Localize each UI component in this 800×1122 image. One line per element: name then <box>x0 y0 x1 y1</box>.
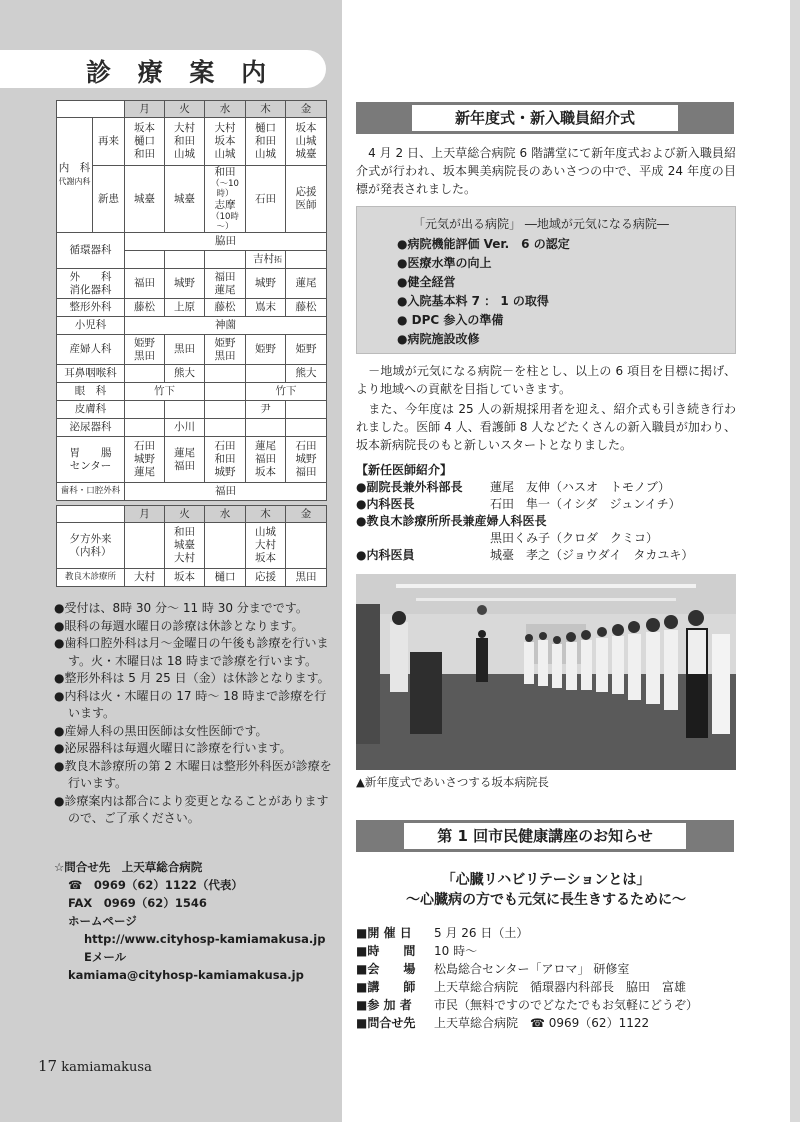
doctor-entry: ●副院長兼外科部長 蓮尾 友伸（ハスオ トモノブ） <box>356 480 671 494</box>
table-cell: 樋口 <box>205 569 246 587</box>
table-cell: 山城 大村 坂本 <box>246 523 286 569</box>
goals-title: 「元気が出る病院」 ―地域が元気になる病院― <box>413 217 669 231</box>
goals-box <box>356 206 736 354</box>
table-cell <box>286 251 327 269</box>
table-cell: 城野 <box>246 269 286 299</box>
table-row <box>57 166 327 233</box>
table-cell: 藤松 <box>286 299 327 317</box>
note-item: ●産婦人科の黒田医師は女性医師です。 <box>54 723 268 738</box>
day-header: 水 <box>205 101 246 118</box>
schedule-table <box>56 100 327 501</box>
table-cell: 藤松 <box>125 299 165 317</box>
note-item: ●受付は、8時 30 分～ 11 時 30 分までです。 <box>54 601 308 615</box>
contact-heading: ☆問合せ先 上天草総合病院 <box>54 860 203 874</box>
email-label: Eメール <box>84 950 127 964</box>
table-row <box>57 118 327 166</box>
table-cell <box>286 401 327 419</box>
table-cell: 脇田 <box>125 233 327 251</box>
doctor-entry: ●教良木診療所所長兼産婦人科医長 <box>356 514 547 528</box>
table-cell: 城臺 <box>165 166 205 233</box>
table-cell: 坂本 <box>165 569 205 587</box>
ceremony-photo <box>356 574 736 770</box>
table-cell: 石田 城野 蓮尾 <box>125 437 165 483</box>
table-cell: 姫野 黒田 <box>125 335 165 365</box>
table-cell <box>205 401 246 419</box>
table-cell: 応援 <box>246 569 286 587</box>
table-row <box>57 437 327 483</box>
table-cell <box>286 419 327 437</box>
day-header: 金 <box>286 506 327 523</box>
schedule-header-row <box>57 101 327 118</box>
day-header: 水 <box>205 506 246 523</box>
note-item: ●診療案内は都合により変更となることがありますので、ご了承ください。 <box>54 793 329 825</box>
table-cell: 大村 坂本 山城 <box>205 118 246 166</box>
evening-schedule-table <box>56 505 327 587</box>
note-item: ●歯科口腔外科は月～金曜日の午後も診療を行います。火・木曜日は 18 時まで診療を行います。 <box>54 636 329 668</box>
table-cell: 福田 <box>125 269 165 299</box>
table-cell <box>125 401 165 419</box>
table-cell: 大村 <box>125 569 165 587</box>
event-row: ■参 加 者 市民（無料ですのでどなたでもお気軽にどうぞ） <box>356 998 699 1012</box>
table-cell <box>125 419 165 437</box>
body-paragraph: また、今年度は 25 人の新規採用者を迎え、紹介式も引き続き行われました。医師 4 人、看護師 8 人などたくさんの新入職員が加わり、坂本新病院長のもと新しいスタートとなりました。 <box>356 402 736 452</box>
table-cell: 応援 医師 <box>286 166 327 233</box>
event-row: ■開 催 日 5 月 26 日（土） <box>356 926 529 940</box>
note-item: ●内科は火・木曜日の 17 時～ 18 時まで診療を行います。 <box>54 688 327 720</box>
note-item: ●整形外科は 5 月 25 日（金）は休診となります。 <box>54 671 330 685</box>
contact-info <box>54 858 342 984</box>
goal-item: ●健全経営 <box>397 275 456 289</box>
table-cell <box>205 523 246 569</box>
dept-label: 循環器科 <box>57 233 125 269</box>
table-cell <box>205 383 246 401</box>
day-header: 金 <box>286 101 327 118</box>
contact-fax: FAX 0969（62）1546 <box>68 896 207 910</box>
table-cell: 蓮尾 <box>286 269 327 299</box>
table-cell: 姫野 黒田 <box>205 335 246 365</box>
table-cell <box>205 365 246 383</box>
schedule-header-row <box>57 506 327 523</box>
table-cell: 熊大 <box>165 365 205 383</box>
table-row <box>57 383 327 401</box>
goal-item: ● DPC 参入の準備 <box>397 313 504 327</box>
day-header: 火 <box>165 506 205 523</box>
section-title: 第 1 回市民健康講座のお知らせ <box>404 823 686 849</box>
day-header: 月 <box>125 101 165 118</box>
photo-caption: ▲新年度式であいさつする坂本病院長 <box>356 775 549 789</box>
sub-label: 再来 <box>93 118 125 166</box>
note-item: ●泌尿器科は毎週火曜日に診療を行います。 <box>54 741 292 755</box>
table-row <box>57 335 327 365</box>
dept-label: 整形外科 <box>57 299 125 317</box>
table-cell: 上原 <box>165 299 205 317</box>
table-row <box>57 419 327 437</box>
table-cell: 神薗 <box>125 317 327 335</box>
dept-label: 外 科 消化器科 <box>57 269 125 299</box>
lecture-title: 「心臓リハビリテーションとは」 ～心臓病の方でも元気に長生きするために～ <box>406 872 686 908</box>
event-row: ■時 間 10 時～ <box>356 944 478 958</box>
dept-label: 耳鼻咽喉科 <box>57 365 125 383</box>
sub-label: 新患 <box>93 166 125 233</box>
goal-item: ●入院基本料 7 ： 1 の取得 <box>397 294 549 308</box>
table-cell: 樋口 和田 山城 <box>246 118 286 166</box>
note-item: ●教良木診療所の第 2 木曜日は整形外科医が診療を行います。 <box>54 758 332 790</box>
new-doctors-list <box>356 462 736 564</box>
table-cell: 石田 <box>246 166 286 233</box>
table-cell <box>125 523 165 569</box>
body-paragraph: －地域が元気になる病院－を柱とし、以上の 6 項目を目標に掲げ、より地域への貢献を目指していきます。 <box>356 364 736 396</box>
note-item: ●眼科の毎週水曜日の診療は休診となります。 <box>54 618 304 633</box>
dept-sub-label: 代謝内科 <box>58 177 91 186</box>
table-cell <box>125 365 165 383</box>
table-row <box>57 401 327 419</box>
table-cell: 石田 城野 福田 <box>286 437 327 483</box>
section-header-lecture <box>356 820 734 852</box>
table-cell: 石田 和田 城野 <box>205 437 246 483</box>
table-cell: 城臺 <box>125 166 165 233</box>
event-row: ■問合せ先 上天草総合病院 ☎ 0969（62）1122 <box>356 1016 650 1030</box>
table-cell: 竹下 <box>246 383 327 401</box>
homepage-label: ホームページ <box>68 914 137 928</box>
table-cell: 蓮尾 福田 <box>165 437 205 483</box>
dept-label: 夕方外来 （内科） <box>57 523 125 569</box>
table-cell: 熊大 <box>286 365 327 383</box>
doctor-entry: 黒田くみ子（クロダ クミコ） <box>490 531 659 545</box>
table-cell <box>165 251 205 269</box>
event-details <box>356 924 736 1032</box>
contact-tel: ☎ 0969（62）1122（代表） <box>68 878 243 892</box>
table-row <box>57 317 327 335</box>
table-cell: 城野 <box>165 269 205 299</box>
section-header-newyear <box>356 102 734 134</box>
dept-label: 産婦人科 <box>57 335 125 365</box>
table-cell <box>205 419 246 437</box>
homepage-link[interactable]: http://www.cityhosp-kamiamakusa.jp <box>84 932 326 946</box>
email-link[interactable]: kamiama@cityhosp-kamiamakusa.jp <box>68 968 304 982</box>
dept-naika <box>57 118 93 233</box>
table-row <box>57 233 327 251</box>
footer-text: kamiamakusa <box>61 1060 152 1075</box>
table-cell: 姫野 <box>286 335 327 365</box>
dept-label: 小児科 <box>57 317 125 335</box>
page-number: 17 <box>38 1057 58 1075</box>
table-cell: 小川 <box>165 419 205 437</box>
dept-label: 皮膚科 <box>57 401 125 419</box>
goal-item: ●医療水準の向上 <box>397 256 492 270</box>
table-cell: 坂本 山城 城臺 <box>286 118 327 166</box>
table-cell: 蓮尾 福田 坂本 <box>246 437 286 483</box>
table-cell: 坂本 樋口 和田 <box>125 118 165 166</box>
table-cell: 福田 蓮尾 <box>205 269 246 299</box>
table-row <box>57 569 327 587</box>
table-cell: 嶌末 <box>246 299 286 317</box>
day-header: 月 <box>125 506 165 523</box>
table-cell <box>205 251 246 269</box>
intro-paragraph: 4 月 2 日、上天草総合病院 6 階講堂にて新年度式および新入職員紹介式が行われ、坂本興美病院長のあいさつの中で、平成 24 年度の目標が発表されました。 <box>356 146 736 196</box>
table-cell: 大村 和田 山城 <box>165 118 205 166</box>
table-cell <box>246 365 286 383</box>
notes-list <box>54 600 338 828</box>
event-row: ■会 場 松島総合センター「アロマ」 研修室 <box>356 962 630 976</box>
goal-item: ●病院施設改修 <box>397 332 480 346</box>
page-footer <box>38 1057 152 1075</box>
right-edge-strip <box>790 0 800 1122</box>
dept-label: 歯科・口腔外科 <box>57 483 125 501</box>
page-title: 診 療 案 内 <box>86 58 276 87</box>
table-cell: 藤松 <box>205 299 246 317</box>
table-cell: 尹 <box>246 401 286 419</box>
table-cell <box>125 251 165 269</box>
table-cell: 和田 （～10時） 志摩 （10時～） <box>205 166 246 233</box>
dept-label: 教良木診療所 <box>57 569 125 587</box>
table-cell <box>165 401 205 419</box>
dept-label: 眼 科 <box>57 383 125 401</box>
doctor-entry: ●内科医員 城臺 孝之（ジョウダイ タカユキ） <box>356 548 694 562</box>
table-row <box>57 269 327 299</box>
table-row <box>57 523 327 569</box>
dept-label: 内 科 <box>58 162 91 174</box>
table-row <box>57 483 327 501</box>
table-row <box>57 299 327 317</box>
table-cell: 黒田 <box>286 569 327 587</box>
table-cell: 福田 <box>125 483 327 501</box>
table-cell: 姫野 <box>246 335 286 365</box>
day-header: 木 <box>246 506 286 523</box>
page-title-bar <box>0 50 326 88</box>
table-cell: 竹下 <box>125 383 205 401</box>
doctor-entry: ●内科医長 石田 隼一（イシダ ジュンイチ） <box>356 497 681 511</box>
doctors-heading: 【新任医師紹介】 <box>356 463 453 477</box>
day-header: 火 <box>165 101 205 118</box>
table-row <box>57 365 327 383</box>
table-cell: 和田 城臺 大村 <box>165 523 205 569</box>
table-cell <box>286 523 327 569</box>
table-cell: 黒田 <box>165 335 205 365</box>
goal-item: ●病院機能評価 Ver. 6 の認定 <box>397 237 570 251</box>
event-row: ■講 師 上天草総合病院 循環器内科部長 脇田 富雄 <box>356 980 687 994</box>
dept-label: 泌尿器科 <box>57 419 125 437</box>
section-title: 新年度式・新入職員紹介式 <box>412 105 678 131</box>
day-header: 木 <box>246 101 286 118</box>
table-cell: 吉村拓 <box>246 251 286 269</box>
dept-label: 胃 腸 センター <box>57 437 125 483</box>
table-cell <box>246 419 286 437</box>
